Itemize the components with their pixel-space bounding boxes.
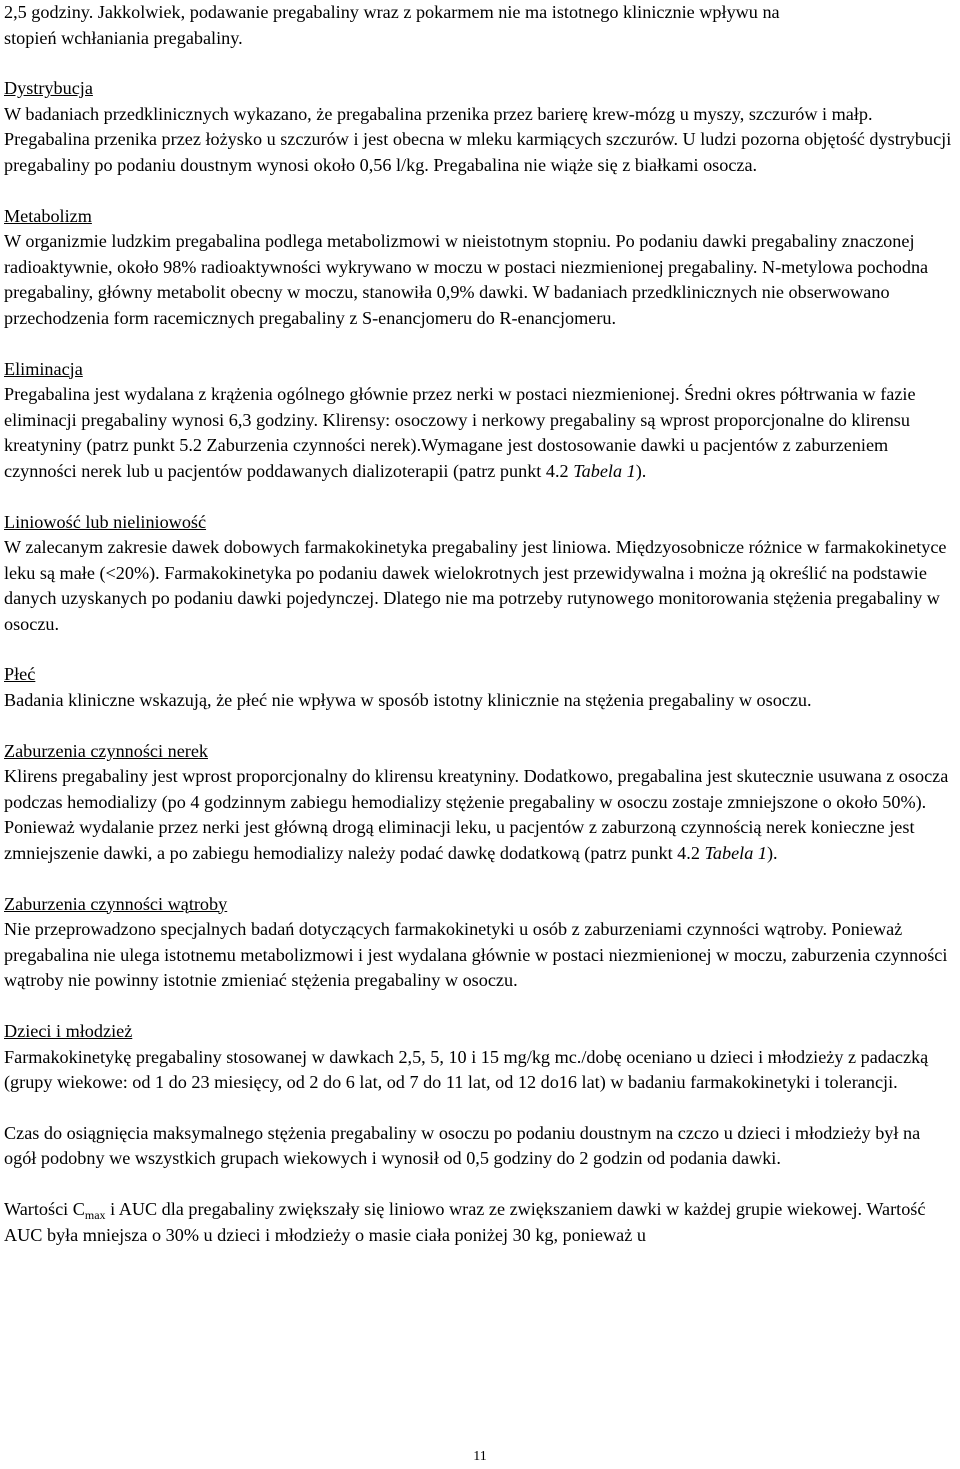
section-heading: Zaburzenia czynności wątroby <box>4 893 228 914</box>
intro-paragraph <box>4 0 954 51</box>
section-eliminacja <box>4 357 954 485</box>
section-body: Nie przeprowadzono specjalnych badań dotyczących farmakokinetyki u osób z zaburzeniami czynności wątroby. Ponieważ pregabalina nie ulega istotnemu metabolizmowi i jest wydalana głównie w postaci niezmienionej w moczu, zaburzenia czynności wątroby nie powinny istotnie zmieniać stężenia pregabaliny w osoczu. <box>4 919 948 991</box>
table-reference: Tabela 1 <box>704 843 767 864</box>
section-heading: Liniowość lub nieliniowość <box>4 511 207 532</box>
page-number: 11 <box>473 1449 487 1464</box>
body-tail: ). <box>766 843 778 864</box>
section-body: W zalecanym zakresie dawek dobowych farmakokinetyka pregabaliny jest liniowa. Międzyosobnicze różnice w farmakokinetyce leku są małe (<20%). Farmakokinetyka po podaniu dawek wielokrotnych jest przewidywalna i można ją określić na podstawie danych uzyskanych po podaniu dawki pojedynczej. Dlatego nie ma potrzeby rutynowego monitorowania stężenia pregabaliny w osoczu. <box>4 537 947 634</box>
section-heading: Płeć <box>4 664 36 685</box>
section-body: Badania kliniczne wskazują, że płeć nie wpływa w sposób istotny klinicznie na stężenia pregabaliny w osoczu. <box>4 690 812 711</box>
section-body: W organizmie ludzkim pregabalina podlega metabolizmowi w nieistotnym stopniu. Po podaniu dawki pregabaliny znaczonej radioaktywnie, około 98% radioaktywności wykrywano w moczu w postaci niezmienionej pregabaliny. N-metylowa pochodna pregabaliny, główny metabolit obecny w moczu, stanowiła 0,9% dawki. W badaniach przedklinicznych nie obserwowano przechodzenia form racemicznych pregabaliny z S-enancjomeru do R-enancjomeru. <box>4 231 929 328</box>
section-body-2: Czas do osiągnięcia maksymalnego stężenia pregabaliny w osoczu po podaniu doustnym na czczo u dzieci i młodzieży był na ogół podobny we wszystkich grupach wiekowych i wynosił od 0,5 godziny do 2 godzin od podania dawki. <box>4 1122 921 1169</box>
intro-line-1: 2,5 godziny. Jakkolwiek, podawanie pregabaliny wraz z pokarmem nie ma istotnego klinicznie wpływu na <box>4 2 780 22</box>
section-body-3 <box>4 1197 954 1248</box>
section-body: W badaniach przedklinicznych wykazano, że pregabalina przenika przez barierę krew-mózg u myszy, szczurów i małp. Pregabalina przenika przez łożysko u szczurów i jest obecna w mleku karmiących szczurów. U ludzi pozorna objętość dystrybucji pregabaliny po podaniu doustnym wynosi około 0,56 l/kg. Pregabalina nie wiąże się z białkami osocza. <box>4 103 952 175</box>
section-liniowosc <box>4 510 954 638</box>
intro-line-2: stopień wchłaniania pregabaliny. <box>4 27 243 48</box>
section-body: Farmakokinetykę pregabaliny stosowanej w dawkach 2,5, 5, 10 i 15 mg/kg mc./dobę oceniano u dzieci i młodzieży z padaczką (grupy wiekowe: od 1 do 23 miesięcy, od 2 do 6 lat, od 7 do 11 lat, od 12 do16 lat) w badaniu farmakokinetyki i tolerancji. <box>4 1046 929 1093</box>
section-watroba <box>4 892 954 994</box>
body-text: Pregabalina jest wydalana z krążenia ogólnego głównie przez nerki w postaci niezmienionej. Średni okres półtrwania w fazie eliminacji pregabaliny wynosi 6,3 godziny. Klirensy: osoczowy i nerkowy pregabaliny są wprost proporcjonalne do klirensu kreatyniny (patrz punkt 5.2 Zaburzenia czynności nerek).Wymagane jest dostosowanie dawki u pacjentów z zaburzeniem czynności nerek lub u pacjentów poddawanych dializoterapii (patrz punkt 4.2 <box>4 384 916 481</box>
section-plec <box>4 662 954 713</box>
section-heading: Dzieci i młodzież <box>4 1021 133 1041</box>
section-heading: Metabolizm <box>4 205 92 226</box>
section-body <box>4 764 954 866</box>
section-dzieci <box>4 1019 954 1248</box>
body-text-post: i AUC dla pregabaliny zwiększały się liniowo wraz ze zwiększaniem dawki w każdej grupie wiekowej. Wartość AUC była mniejsza o 30% u dzieci i młodzieży o masie ciała poniżej 30 kg, ponieważ u <box>4 1198 926 1245</box>
section-dystrybucja <box>4 76 954 178</box>
section-heading: Zaburzenia czynności nerek <box>4 740 208 761</box>
body-text-pre: Wartości C <box>4 1198 85 1219</box>
body-text: Klirens pregabaliny jest wprost proporcjonalny do klirensu kreatyniny. Dodatkowo, pregabalina jest skutecznie usuwana z osocza podczas hemodializy (po 4 godzinnym zabiegu hemodializy stężenie pregabaliny w osoczu zostaje zmniejszone o około 50%). Ponieważ wydalanie przez nerki jest główną drogą eliminacji leku, u pacjentów z zaburzoną czynnością nerek konieczne jest zmniejszenie dawki, a po zabiegu hemodializy należy podać dawkę dodatkową (patrz punkt 4.2 <box>4 766 949 864</box>
document-page <box>4 0 954 1248</box>
subscript-max: max <box>84 1207 106 1222</box>
section-body <box>4 382 954 484</box>
section-heading: Dystrybucja <box>4 78 93 99</box>
section-heading: Eliminacja <box>4 358 83 379</box>
section-metabolizm <box>4 204 954 332</box>
table-reference: Tabela 1 <box>573 460 636 481</box>
body-tail: ). <box>635 460 647 481</box>
section-nerki <box>4 739 954 867</box>
